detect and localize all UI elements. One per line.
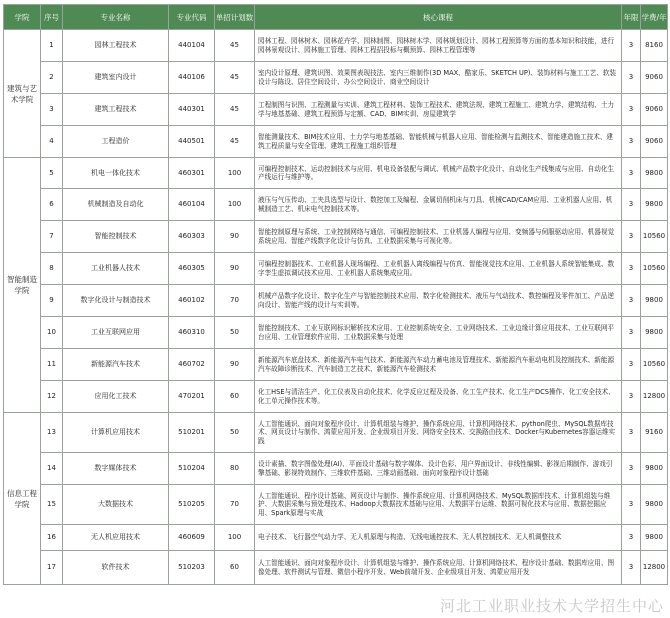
row-fee: 9060 [641, 126, 668, 158]
row-fee: 10560 [641, 253, 668, 285]
row-plan: 45 [215, 126, 255, 158]
row-major: 建筑室内设计 [63, 62, 169, 94]
row-major: 软件技术 [63, 551, 169, 585]
college-smart: 智能制造学院 [4, 158, 41, 413]
table-row [4, 221, 668, 253]
row-fee: 9060 [641, 94, 668, 126]
row-courses: 机械产品数字化设计、数字化生产与智能控制技术应用、数字化检测技术、液压与气动技术、数控编程及零件加工、产品逆向设计、智能产线的设计与实训等。 [255, 285, 622, 317]
table-row [4, 453, 668, 485]
row-years: 3 [622, 221, 641, 253]
row-code: 460303 [169, 221, 215, 253]
table-row [4, 525, 668, 551]
row-plan: 50 [215, 413, 255, 453]
row-plan: 90 [215, 253, 255, 285]
row-years: 3 [622, 413, 641, 453]
row-major: 工业机器人技术 [63, 253, 169, 285]
row-major: 园林工程技术 [63, 30, 169, 62]
table-row [4, 317, 668, 349]
row-major: 机械制造及自动化 [63, 189, 169, 221]
row-no: 9 [41, 285, 63, 317]
row-major: 数字媒体技术 [63, 453, 169, 485]
row-code: 470201 [169, 381, 215, 413]
row-years: 3 [622, 253, 641, 285]
row-code: 440501 [169, 126, 215, 158]
header-college: 学院 [4, 5, 41, 30]
row-code: 510203 [169, 551, 215, 585]
row-plan: 70 [215, 485, 255, 525]
table-row [4, 189, 668, 221]
table-header-row [4, 5, 668, 30]
row-plan: 100 [215, 189, 255, 221]
row-no: 4 [41, 126, 63, 158]
row-fee: 9800 [641, 189, 668, 221]
table-row [4, 30, 668, 62]
row-years: 3 [622, 349, 641, 381]
college-info: 信息工程学院 [4, 413, 41, 585]
row-no: 10 [41, 317, 63, 349]
row-major: 智能控制技术 [63, 221, 169, 253]
row-no: 6 [41, 189, 63, 221]
row-major: 工程造价 [63, 126, 169, 158]
table-row [4, 253, 668, 285]
row-years: 3 [622, 189, 641, 221]
row-plan: 100 [215, 525, 255, 551]
row-fee: 12800 [641, 551, 668, 585]
row-fee: 9060 [641, 62, 668, 94]
header-fee: 学费/年 [641, 5, 668, 30]
row-fee: 9800 [641, 158, 668, 189]
table-row [4, 94, 668, 126]
table-row [4, 485, 668, 525]
row-plan: 45 [215, 62, 255, 94]
row-major: 无人机应用技术 [63, 525, 169, 551]
row-major: 工业互联网应用 [63, 317, 169, 349]
row-code: 510201 [169, 413, 215, 453]
table-row [4, 126, 668, 158]
row-major: 计算机应用技术 [63, 413, 169, 453]
row-courses: 可编程控制器技术、工业机器人现场编程、工业机器人离线编程与仿真、智能视觉技术应用、工业机器人系统智能集成、数字孪生虚拟调试技术应用、工业机器人系统集成应用。 [255, 253, 622, 285]
row-courses: 园林工程、园林树木、园林花卉学、园林制图、园林树木学、园林规划设计、园林工程预算等方面的基本知识和技能，进行园林景观设计、园林施工管理、园林工程招投标与概预算、园林工程管理等 [255, 30, 622, 62]
row-no: 2 [41, 62, 63, 94]
row-no: 1 [41, 30, 63, 62]
header-major: 专业名称 [63, 5, 169, 30]
row-code: 460305 [169, 253, 215, 285]
header-years: 年限 [622, 5, 641, 30]
row-no: 7 [41, 221, 63, 253]
row-fee: 9800 [641, 485, 668, 525]
watermark: 河北工业职业技术大学招生中心 [439, 597, 664, 615]
row-courses: 人工智能通识、面向对象程序设计、计算机组装与维护、操作系统应用、计算机网络技术、程序设计基础、数据库应用、图像处理、软件测试与管理、微信小程序开发、Web前端开发、企业级项目开发、鸿蒙应用开发 [255, 551, 622, 585]
row-no: 11 [41, 349, 63, 381]
row-years: 3 [622, 381, 641, 413]
row-years: 3 [622, 317, 641, 349]
header-courses: 核心课程 [255, 5, 622, 30]
row-no: 17 [41, 551, 63, 585]
row-courses: 新能源汽车底盘技术、新能源汽车电气技术、新能源汽车动力蓄电池及管理技术、新能源汽车驱动电机及控制技术、新能源汽车故障诊断技术、汽车制造工艺技术、新能源汽车检测技术 [255, 349, 622, 381]
row-major: 建筑工程技术 [63, 94, 169, 126]
row-no: 3 [41, 94, 63, 126]
row-code: 460609 [169, 525, 215, 551]
row-years: 3 [622, 158, 641, 189]
row-courses: 液压与气压传动、工夹具选型与设计、数控加工及编程、金属切削机床与刀具、机械CAD/CAM应用、工业机器人应用、机械制造工艺、机床电气控制技术等。 [255, 189, 622, 221]
row-major: 应用化工技术 [63, 381, 169, 413]
row-code: 460702 [169, 349, 215, 381]
row-plan: 80 [215, 453, 255, 485]
page [0, 4, 670, 618]
row-no: 14 [41, 453, 63, 485]
row-plan: 90 [215, 349, 255, 381]
row-plan: 60 [215, 551, 255, 585]
row-no: 13 [41, 413, 63, 453]
row-fee: 12800 [641, 381, 668, 413]
row-fee: 9800 [641, 317, 668, 349]
row-plan: 45 [215, 94, 255, 126]
row-plan: 50 [215, 317, 255, 349]
row-courses: 工程制图与识图、工程测量与实训、建筑工程材料、装饰工程技术、建筑法规、建筑工程施工、建筑力学、建筑结构、土力学与地基基础、建筑工程预算与定额、CAD、BIM实训、房屋建筑学 [255, 94, 622, 126]
row-fee: 9800 [641, 525, 668, 551]
row-years: 3 [622, 453, 641, 485]
college-arch: 建筑与艺术学院 [4, 30, 41, 158]
row-fee: 10560 [641, 221, 668, 253]
row-courses: 设计素描、数字图像处理(AI)、平面设计基础与数字媒体、设计色彩、用户界面设计、非线性编辑、影视后期制作、游戏引擎基础、影视特效制作、三维软件基础、三维动画基础、面向对象程序设计基础 [255, 453, 622, 485]
row-code: 510205 [169, 485, 215, 525]
row-code: 460310 [169, 317, 215, 349]
row-fee: 9800 [641, 453, 668, 485]
row-courses: 智能控制原理与系统、工业控制网络与通信、可编程控制技术、工业机器人编程与应用、变频器与伺服驱动应用、机器视觉系统应用、智能产线数字化设计与仿真、工业数据采集与可视化等。 [255, 221, 622, 253]
table-row [4, 158, 668, 189]
row-years: 3 [622, 551, 641, 585]
row-plan: 90 [215, 221, 255, 253]
row-courses: 人工智能通识、面向对象程序设计、计算机组装与维护、操作系统应用、计算机网络技术、python爬虫、MySQL数据库技术、网页设计与制作、鸿蒙应用开发、企业级项目开发、网络安全技术、交换路由技术、Docker与Kubernetes容器运维实践 [255, 413, 622, 453]
row-no: 8 [41, 253, 63, 285]
row-courses: 人工智能通识、程序设计基础、网页设计与制作、操作系统应用、计算机网络技术、MySQL数据库技术、计算机组装与维护、大数据采集与预处理技术、Hadoop大数据技术基础与应用、大数据平台运维、数据可视化技术与应用、数据挖掘应用、Spark原理与实战 [255, 485, 622, 525]
row-code: 460104 [169, 189, 215, 221]
row-major: 数字化设计与制造技术 [63, 285, 169, 317]
row-no: 15 [41, 485, 63, 525]
row-fee: 8160 [641, 30, 668, 62]
row-courses: 室内设计原理、建筑识图、效果图表现技法、室内三维制作(3D MAX、酷家乐、SKETCH UP)、装饰材料与施工工艺、软装设计与陈设、居住空间设计、办公空间设计、商业空间设计 [255, 62, 622, 94]
row-fee: 9800 [641, 285, 668, 317]
table-row [4, 285, 668, 317]
row-no: 16 [41, 525, 63, 551]
row-courses: 电子技术、飞行器空气动力学、无人机原理与构造、无线电通控技术、无人机控制技术、无人机调整技术 [255, 525, 622, 551]
row-no: 5 [41, 158, 63, 189]
row-years: 3 [622, 94, 641, 126]
row-plan: 45 [215, 30, 255, 62]
row-code: 460102 [169, 285, 215, 317]
row-courses: 化工HSE与清洁生产、化工仪表及自动化技术、化学反应过程及设备、化工生产技术、化工生产DCS操作、化工安全技术、化工单元操作技术等。 [255, 381, 622, 413]
row-fee: 10560 [641, 349, 668, 381]
row-major: 机电一体化技术 [63, 158, 169, 189]
row-code: 440104 [169, 30, 215, 62]
table-row [4, 413, 668, 453]
row-years: 3 [622, 126, 641, 158]
row-no: 12 [41, 381, 63, 413]
row-code: 440301 [169, 94, 215, 126]
row-courses: 可编程控制技术、运动控制技术与应用、机电设备装配与调试、机械产品数字化设计、自动化生产线集成与应用、自动化生产线运行与维护等。 [255, 158, 622, 189]
row-courses: 智能测量技术、BIM技术应用、土力学与地基基础、智能机械与机器人应用、智能检测与监测技术、智能建造施工技术、建筑工程质量与安全管理、建筑工程施工组织管理 [255, 126, 622, 158]
row-code: 510204 [169, 453, 215, 485]
row-major: 新能源汽车技术 [63, 349, 169, 381]
admissions-table [3, 4, 668, 585]
row-years: 3 [622, 525, 641, 551]
header-code: 专业代码 [169, 5, 215, 30]
table-row [4, 349, 668, 381]
row-plan: 70 [215, 285, 255, 317]
row-code: 460301 [169, 158, 215, 189]
row-years: 3 [622, 285, 641, 317]
row-years: 3 [622, 30, 641, 62]
row-code: 440106 [169, 62, 215, 94]
table-row [4, 381, 668, 413]
row-plan: 100 [215, 158, 255, 189]
header-no: 序号 [41, 5, 63, 30]
table-row [4, 551, 668, 585]
row-years: 3 [622, 62, 641, 94]
row-fee: 9160 [641, 413, 668, 453]
row-plan: 60 [215, 381, 255, 413]
row-major: 大数据技术 [63, 485, 169, 525]
header-plan: 单招计划数 [215, 5, 255, 30]
table-row [4, 62, 668, 94]
row-years: 3 [622, 485, 641, 525]
row-courses: 智能控制技术、工业互联网标识解析技术应用、工业控制系统安全、工业网络技术、工业边缘计算应用技术、工业互联网平台应用、工业管理软件应用、工业数据采集与处理 [255, 317, 622, 349]
